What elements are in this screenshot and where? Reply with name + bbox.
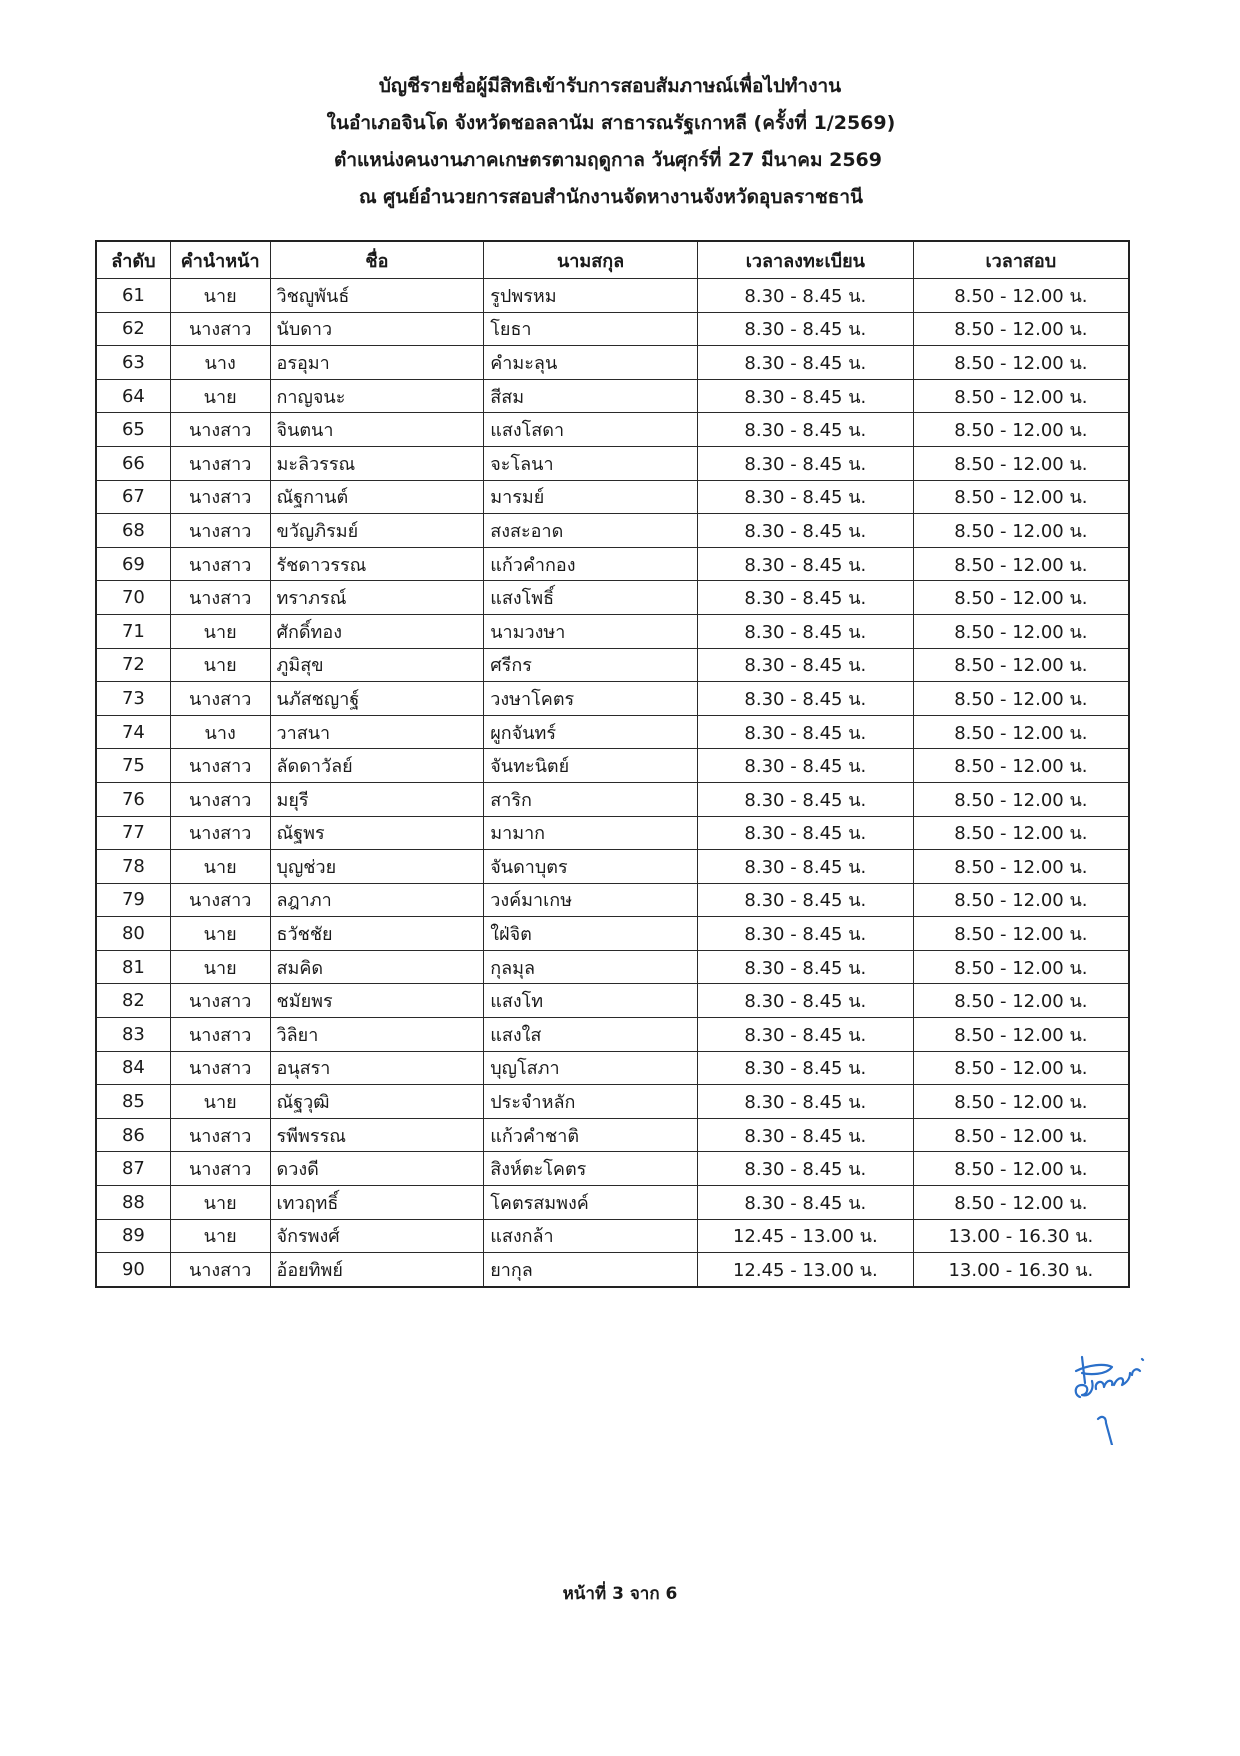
- cell-title-prefix: นางสาว: [170, 883, 270, 917]
- cell-exam-time: 8.50 - 12.00 น.: [913, 1152, 1129, 1186]
- cell-registration-time: 8.30 - 8.45 น.: [697, 917, 913, 951]
- cell-last-name: แสงโพธิ์: [484, 581, 698, 615]
- cell-order: 68: [96, 514, 170, 548]
- cell-first-name: วาสนา: [270, 715, 484, 749]
- cell-order: 73: [96, 682, 170, 716]
- cell-first-name: รพีพรรณ: [270, 1118, 484, 1152]
- cell-title-prefix: นาย: [170, 379, 270, 413]
- cell-order: 62: [96, 312, 170, 346]
- table-row: [96, 312, 1129, 346]
- table-row: [96, 883, 1129, 917]
- cell-exam-time: 8.50 - 12.00 น.: [913, 883, 1129, 917]
- cell-order: 82: [96, 984, 170, 1018]
- header-last-name: นามสกุล: [484, 241, 698, 279]
- cell-exam-time: 8.50 - 12.00 น.: [913, 547, 1129, 581]
- cell-registration-time: 8.30 - 8.45 น.: [697, 379, 913, 413]
- cell-registration-time: 8.30 - 8.45 น.: [697, 1152, 913, 1186]
- cell-title-prefix: นางสาว: [170, 446, 270, 480]
- cell-title-prefix: นาย: [170, 279, 270, 313]
- table-row: [96, 1186, 1129, 1220]
- cell-last-name: บุญโสภา: [484, 1051, 698, 1085]
- table-row: [96, 1051, 1129, 1085]
- cell-exam-time: 8.50 - 12.00 น.: [913, 950, 1129, 984]
- cell-first-name: สมคิด: [270, 950, 484, 984]
- cell-exam-time: 8.50 - 12.00 น.: [913, 1186, 1129, 1220]
- table-row: [96, 984, 1129, 1018]
- cell-first-name: ลฎาภา: [270, 883, 484, 917]
- cell-title-prefix: นางสาว: [170, 480, 270, 514]
- table-row: [96, 614, 1129, 648]
- document-header: [0, 68, 1240, 216]
- cell-title-prefix: นางสาว: [170, 312, 270, 346]
- cell-first-name: รัชดาวรรณ: [270, 547, 484, 581]
- cell-registration-time: 8.30 - 8.45 น.: [697, 682, 913, 716]
- cell-title-prefix: นางสาว: [170, 1253, 270, 1287]
- title-line-1: บัญชีรายชื่อผู้มีสิทธิเข้ารับการสอบสัมภาษณ์เพื่อไปทำงาน: [378, 75, 842, 97]
- cell-first-name: นับดาว: [270, 312, 484, 346]
- cell-first-name: ดวงดี: [270, 1152, 484, 1186]
- cell-last-name: วงษาโคตร: [484, 682, 698, 716]
- cell-title-prefix: นางสาว: [170, 1018, 270, 1052]
- header-registration-time: เวลาลงทะเบียน: [697, 241, 913, 279]
- cell-title-prefix: นางสาว: [170, 749, 270, 783]
- cell-first-name: จินตนา: [270, 413, 484, 447]
- table-row: [96, 581, 1129, 615]
- table-row: [96, 446, 1129, 480]
- cell-registration-time: 8.30 - 8.45 น.: [697, 1186, 913, 1220]
- cell-title-prefix: นางสาว: [170, 984, 270, 1018]
- cell-order: 78: [96, 850, 170, 884]
- cell-order: 80: [96, 917, 170, 951]
- cell-last-name: จันดาบุตร: [484, 850, 698, 884]
- table-row: [96, 950, 1129, 984]
- table-row: [96, 816, 1129, 850]
- cell-last-name: ศรีกร: [484, 648, 698, 682]
- table-row: [96, 514, 1129, 548]
- cell-order: 87: [96, 1152, 170, 1186]
- cell-first-name: ทราภรณ์: [270, 581, 484, 615]
- cell-registration-time: 8.30 - 8.45 น.: [697, 346, 913, 380]
- cell-title-prefix: นาย: [170, 648, 270, 682]
- cell-first-name: นภัสชญาฐ์: [270, 682, 484, 716]
- cell-title-prefix: นาย: [170, 1219, 270, 1253]
- cell-last-name: นามวงษา: [484, 614, 698, 648]
- cell-title-prefix: นางสาว: [170, 514, 270, 548]
- cell-last-name: ประจำหลัก: [484, 1085, 698, 1119]
- cell-title-prefix: นาง: [170, 715, 270, 749]
- cell-registration-time: 8.30 - 8.45 น.: [697, 1085, 913, 1119]
- cell-registration-time: 8.30 - 8.45 น.: [697, 782, 913, 816]
- candidate-table: [95, 240, 1130, 1288]
- cell-first-name: ณัฐกานต์: [270, 480, 484, 514]
- cell-first-name: ชมัยพร: [270, 984, 484, 1018]
- cell-last-name: จันทะนิตย์: [484, 749, 698, 783]
- cell-first-name: เทวฤทธิ์: [270, 1186, 484, 1220]
- cell-exam-time: 13.00 - 16.30 น.: [913, 1253, 1129, 1287]
- table-row: [96, 413, 1129, 447]
- cell-last-name: สิงห์ตะโคตร: [484, 1152, 698, 1186]
- cell-first-name: อนุสรา: [270, 1051, 484, 1085]
- cell-last-name: แสงโท: [484, 984, 698, 1018]
- cell-order: 70: [96, 581, 170, 615]
- cell-exam-time: 8.50 - 12.00 น.: [913, 648, 1129, 682]
- table-row: [96, 1219, 1129, 1253]
- cell-last-name: ยากุล: [484, 1253, 698, 1287]
- cell-order: 85: [96, 1085, 170, 1119]
- cell-order: 86: [96, 1118, 170, 1152]
- table-row: [96, 1118, 1129, 1152]
- cell-registration-time: 8.30 - 8.45 น.: [697, 581, 913, 615]
- cell-exam-time: 8.50 - 12.00 น.: [913, 1085, 1129, 1119]
- cell-exam-time: 8.50 - 12.00 น.: [913, 614, 1129, 648]
- cell-order: 88: [96, 1186, 170, 1220]
- cell-first-name: วิชญูพันธ์: [270, 279, 484, 313]
- cell-registration-time: 8.30 - 8.45 น.: [697, 312, 913, 346]
- cell-registration-time: 8.30 - 8.45 น.: [697, 480, 913, 514]
- table-row: [96, 648, 1129, 682]
- cell-title-prefix: นางสาว: [170, 1152, 270, 1186]
- cell-title-prefix: นางสาว: [170, 413, 270, 447]
- table-row: [96, 1085, 1129, 1119]
- cell-registration-time: 8.30 - 8.45 น.: [697, 547, 913, 581]
- table-row: [96, 379, 1129, 413]
- cell-order: 72: [96, 648, 170, 682]
- table-row: [96, 917, 1129, 951]
- table-row: [96, 547, 1129, 581]
- cell-title-prefix: นางสาว: [170, 782, 270, 816]
- cell-first-name: บุญช่วย: [270, 850, 484, 884]
- cell-last-name: สาริก: [484, 782, 698, 816]
- cell-first-name: มยุรี: [270, 782, 484, 816]
- cell-order: 61: [96, 279, 170, 313]
- table-row: [96, 782, 1129, 816]
- cell-first-name: วิลิยา: [270, 1018, 484, 1052]
- cell-title-prefix: นาย: [170, 950, 270, 984]
- cell-exam-time: 8.50 - 12.00 น.: [913, 782, 1129, 816]
- cell-registration-time: 8.30 - 8.45 น.: [697, 850, 913, 884]
- cell-order: 64: [96, 379, 170, 413]
- cell-exam-time: 8.50 - 12.00 น.: [913, 850, 1129, 884]
- cell-order: 79: [96, 883, 170, 917]
- cell-registration-time: 8.30 - 8.45 น.: [697, 950, 913, 984]
- cell-title-prefix: นางสาว: [170, 547, 270, 581]
- cell-first-name: ศักดิ์ทอง: [270, 614, 484, 648]
- title-line-3: ตำแหน่งคนงานภาคเกษตรตามฤดูกาล วันศุกร์ที่ 27 มีนาคม 2569: [334, 149, 882, 171]
- cell-first-name: อ้อยทิพย์: [270, 1253, 484, 1287]
- table-row: [96, 279, 1129, 313]
- cell-exam-time: 8.50 - 12.00 น.: [913, 446, 1129, 480]
- cell-last-name: สงสะอาด: [484, 514, 698, 548]
- cell-exam-time: 8.50 - 12.00 น.: [913, 581, 1129, 615]
- cell-title-prefix: นาง: [170, 346, 270, 380]
- cell-order: 83: [96, 1018, 170, 1052]
- cell-last-name: มามาก: [484, 816, 698, 850]
- cell-exam-time: 8.50 - 12.00 น.: [913, 749, 1129, 783]
- cell-first-name: กาญจนะ: [270, 379, 484, 413]
- cell-exam-time: 8.50 - 12.00 น.: [913, 514, 1129, 548]
- cell-order: 77: [96, 816, 170, 850]
- cell-last-name: โคตรสมพงค์: [484, 1186, 698, 1220]
- cell-exam-time: 8.50 - 12.00 น.: [913, 1018, 1129, 1052]
- cell-last-name: โยธา: [484, 312, 698, 346]
- cell-last-name: แสงโสดา: [484, 413, 698, 447]
- cell-exam-time: 8.50 - 12.00 น.: [913, 346, 1129, 380]
- header-exam-time: เวลาสอบ: [913, 241, 1129, 279]
- cell-exam-time: 8.50 - 12.00 น.: [913, 1051, 1129, 1085]
- cell-order: 76: [96, 782, 170, 816]
- cell-registration-time: 8.30 - 8.45 น.: [697, 715, 913, 749]
- cell-title-prefix: นาย: [170, 917, 270, 951]
- cell-title-prefix: นาย: [170, 614, 270, 648]
- cell-order: 67: [96, 480, 170, 514]
- cell-order: 81: [96, 950, 170, 984]
- table-row: [96, 749, 1129, 783]
- cell-title-prefix: นาย: [170, 850, 270, 884]
- cell-last-name: จะโลนา: [484, 446, 698, 480]
- cell-registration-time: 8.30 - 8.45 น.: [697, 1118, 913, 1152]
- table-row: [96, 480, 1129, 514]
- cell-first-name: จักรพงศ์: [270, 1219, 484, 1253]
- cell-first-name: ณัฐพร: [270, 816, 484, 850]
- cell-title-prefix: นางสาว: [170, 1118, 270, 1152]
- table-row: [96, 682, 1129, 716]
- header-title-prefix: คำนำหน้า: [170, 241, 270, 279]
- table-row: [96, 1152, 1129, 1186]
- cell-last-name: แก้วคำชาติ: [484, 1118, 698, 1152]
- cell-title-prefix: นางสาว: [170, 581, 270, 615]
- page-number: หน้าที่ 3 จาก 6: [562, 1584, 678, 1604]
- cell-exam-time: 8.50 - 12.00 น.: [913, 413, 1129, 447]
- cell-first-name: ลัดดาวัลย์: [270, 749, 484, 783]
- cell-registration-time: 8.30 - 8.45 น.: [697, 816, 913, 850]
- table-row: [96, 1018, 1129, 1052]
- cell-registration-time: 8.30 - 8.45 น.: [697, 984, 913, 1018]
- cell-first-name: ขวัญภิรมย์: [270, 514, 484, 548]
- cell-order: 84: [96, 1051, 170, 1085]
- cell-last-name: สีสม: [484, 379, 698, 413]
- cell-last-name: คำมะลุน: [484, 346, 698, 380]
- cell-exam-time: 8.50 - 12.00 น.: [913, 279, 1129, 313]
- cell-order: 90: [96, 1253, 170, 1287]
- cell-registration-time: 12.45 - 13.00 น.: [697, 1219, 913, 1253]
- cell-exam-time: 8.50 - 12.00 น.: [913, 917, 1129, 951]
- cell-exam-time: 8.50 - 12.00 น.: [913, 816, 1129, 850]
- table-row: [96, 1253, 1129, 1287]
- cell-registration-time: 8.30 - 8.45 น.: [697, 413, 913, 447]
- cell-first-name: ภูมิสุข: [270, 648, 484, 682]
- cell-order: 71: [96, 614, 170, 648]
- handwritten-signature: [1070, 1345, 1160, 1445]
- cell-registration-time: 8.30 - 8.45 น.: [697, 614, 913, 648]
- cell-last-name: กุลมุล: [484, 950, 698, 984]
- cell-first-name: อรอุมา: [270, 346, 484, 380]
- cell-last-name: รูปพรหม: [484, 279, 698, 313]
- cell-last-name: แก้วคำกอง: [484, 547, 698, 581]
- table-row: [96, 715, 1129, 749]
- cell-exam-time: 8.50 - 12.00 น.: [913, 1118, 1129, 1152]
- cell-registration-time: 8.30 - 8.45 น.: [697, 279, 913, 313]
- cell-registration-time: 8.30 - 8.45 น.: [697, 749, 913, 783]
- cell-registration-time: 8.30 - 8.45 น.: [697, 1051, 913, 1085]
- cell-order: 75: [96, 749, 170, 783]
- cell-last-name: ใฝ่จิต: [484, 917, 698, 951]
- cell-exam-time: 8.50 - 12.00 น.: [913, 312, 1129, 346]
- cell-title-prefix: นาย: [170, 1186, 270, 1220]
- cell-title-prefix: นางสาว: [170, 816, 270, 850]
- cell-order: 65: [96, 413, 170, 447]
- header-order: ลำดับ: [96, 241, 170, 279]
- cell-exam-time: 8.50 - 12.00 น.: [913, 379, 1129, 413]
- cell-title-prefix: นางสาว: [170, 682, 270, 716]
- cell-order: 63: [96, 346, 170, 380]
- cell-exam-time: 8.50 - 12.00 น.: [913, 480, 1129, 514]
- cell-last-name: วงค์มาเกษ: [484, 883, 698, 917]
- cell-order: 74: [96, 715, 170, 749]
- cell-order: 69: [96, 547, 170, 581]
- cell-first-name: ณัฐวุฒิ: [270, 1085, 484, 1119]
- cell-registration-time: 8.30 - 8.45 น.: [697, 1018, 913, 1052]
- cell-exam-time: 8.50 - 12.00 น.: [913, 984, 1129, 1018]
- table-row: [96, 850, 1129, 884]
- cell-last-name: แสงใส: [484, 1018, 698, 1052]
- cell-registration-time: 8.30 - 8.45 น.: [697, 648, 913, 682]
- cell-exam-time: 8.50 - 12.00 น.: [913, 715, 1129, 749]
- cell-registration-time: 8.30 - 8.45 น.: [697, 514, 913, 548]
- cell-last-name: ผูกจันทร์: [484, 715, 698, 749]
- table-header-row: [96, 241, 1129, 279]
- cell-first-name: มะลิวรรณ: [270, 446, 484, 480]
- cell-order: 66: [96, 446, 170, 480]
- cell-title-prefix: นางสาว: [170, 1051, 270, 1085]
- table-row: [96, 346, 1129, 380]
- title-line-4: ณ ศูนย์อำนวยการสอบสำนักงานจัดหางานจังหวัดอุบลราชธานี: [358, 186, 864, 208]
- cell-exam-time: 8.50 - 12.00 น.: [913, 682, 1129, 716]
- cell-last-name: แสงกล้า: [484, 1219, 698, 1253]
- title-line-2: ในอำเภอจินโด จังหวัดชอลลานัม สาธารณรัฐเกาหลี (ครั้งที่ 1/2569): [326, 112, 896, 134]
- cell-order: 89: [96, 1219, 170, 1253]
- cell-last-name: มารมย์: [484, 480, 698, 514]
- cell-registration-time: 8.30 - 8.45 น.: [697, 883, 913, 917]
- cell-title-prefix: นาย: [170, 1085, 270, 1119]
- cell-registration-time: 12.45 - 13.00 น.: [697, 1253, 913, 1287]
- cell-first-name: ธวัชชัย: [270, 917, 484, 951]
- cell-exam-time: 13.00 - 16.30 น.: [913, 1219, 1129, 1253]
- header-first-name: ชื่อ: [270, 241, 484, 279]
- cell-registration-time: 8.30 - 8.45 น.: [697, 446, 913, 480]
